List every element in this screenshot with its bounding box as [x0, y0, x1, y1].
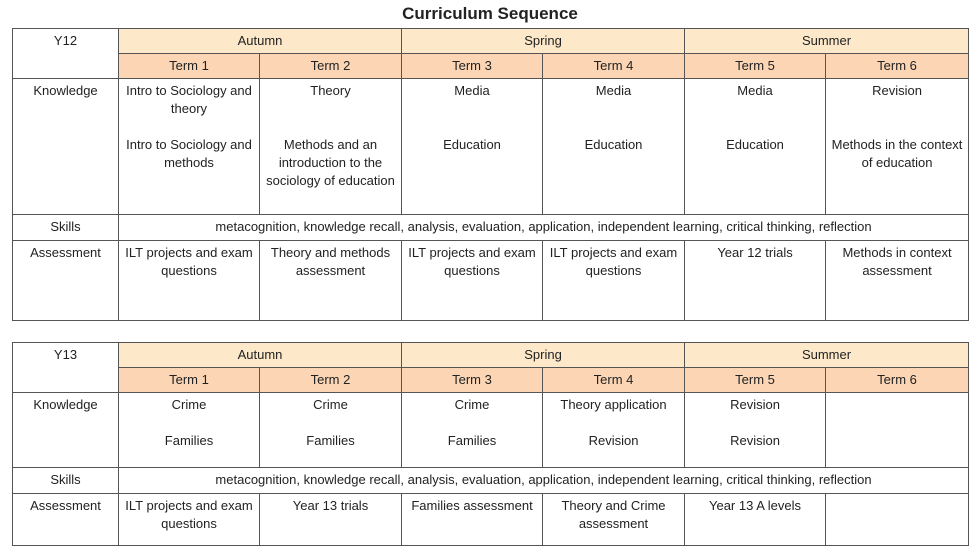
year-label: Y13	[13, 343, 119, 393]
knowledge-cell-term-4	[543, 79, 685, 215]
assessment-cell-term-6: Methods in context assessment	[826, 241, 969, 321]
term-4-header: Term 4	[543, 54, 685, 79]
knowledge-topic-1: Theory application	[560, 397, 667, 412]
season-spring: Spring	[402, 343, 685, 368]
knowledge-row-label: Knowledge	[13, 79, 119, 215]
knowledge-topic-2: Education	[584, 137, 643, 152]
knowledge-cell-term-3	[402, 393, 543, 468]
knowledge-topic-1: Media	[737, 83, 773, 98]
season-summer: Summer	[685, 29, 969, 54]
knowledge-topic-2: Revision	[730, 433, 780, 448]
knowledge-topic-1: Media	[595, 83, 632, 98]
knowledge-topic-2: Families	[164, 433, 214, 448]
term-3-header: Term 3	[402, 54, 543, 79]
assessment-cell-term-2: Theory and methods assessment	[260, 241, 402, 321]
knowledge-cell-term-1	[119, 393, 260, 468]
skills-row-label: Skills	[13, 468, 119, 494]
knowledge-topic-1: Media	[454, 83, 490, 98]
term-3-header: Term 3	[402, 368, 543, 393]
knowledge-cell-term-3	[402, 79, 543, 215]
knowledge-cell-term-2	[260, 79, 402, 215]
knowledge-topic-1: Crime	[454, 397, 490, 412]
assessment-row-label: Assessment	[13, 241, 119, 321]
knowledge-topic-1: Crime	[313, 397, 348, 412]
assessment-row-label: Assessment	[13, 494, 119, 546]
knowledge-topic-1: Intro to Sociology and theory	[126, 83, 252, 116]
knowledge-cell-term-5	[685, 79, 826, 215]
knowledge-topic-1: Crime	[171, 397, 207, 412]
term-5-header: Term 5	[685, 54, 826, 79]
term-1-header: Term 1	[119, 368, 260, 393]
knowledge-topic-2: Intro to Sociology and methods	[126, 137, 252, 170]
term-1-header: Term 1	[119, 54, 260, 79]
knowledge-topic-2: Families	[306, 433, 355, 448]
skills-row-label: Skills	[13, 215, 119, 241]
page-title: Curriculum Sequence	[402, 4, 578, 23]
term-5-header: Term 5	[685, 368, 826, 393]
assessment-cell-term-5: Year 13 A levels	[685, 494, 826, 546]
season-summer: Summer	[685, 343, 969, 368]
knowledge-cell-term-2	[260, 393, 402, 468]
knowledge-topic-2: Methods and an introduction to the sociology of education	[266, 137, 395, 188]
assessment-cell-term-4: Theory and Crime assessment	[543, 494, 685, 546]
assessment-cell-term-6	[826, 494, 969, 546]
assessment-cell-term-4: ILT projects and exam questions	[543, 241, 685, 321]
knowledge-topic-1: Theory	[310, 83, 351, 98]
knowledge-topic-2: Education	[726, 137, 784, 152]
knowledge-topic-2: Education	[443, 137, 501, 152]
season-autumn: Autumn	[119, 29, 402, 54]
assessment-cell-term-1: ILT projects and exam questions	[119, 241, 260, 321]
knowledge-cell-term-1	[119, 79, 260, 215]
knowledge-topic-1: Revision	[730, 397, 780, 412]
term-4-header: Term 4	[543, 368, 685, 393]
assessment-cell-term-3: Families assessment	[402, 494, 543, 546]
knowledge-row-label: Knowledge	[13, 393, 119, 468]
term-2-header: Term 2	[260, 54, 402, 79]
knowledge-topic-2: Methods in the context of education	[831, 137, 963, 170]
year-label: Y12	[13, 29, 119, 79]
skills-text: metacognition, knowledge recall, analysis, evaluation, application, independent learning, critical thinking, reflection	[119, 468, 969, 494]
y12-table	[12, 28, 969, 321]
assessment-cell-term-1: ILT projects and exam questions	[119, 494, 260, 546]
assessment-cell-term-5: Year 12 trials	[685, 241, 826, 321]
knowledge-cell-term-6	[826, 393, 969, 468]
term-2-header: Term 2	[260, 368, 402, 393]
knowledge-topic-1: Revision	[872, 83, 922, 98]
y13-table	[12, 342, 969, 546]
assessment-cell-term-3: ILT projects and exam questions	[402, 241, 543, 321]
season-spring: Spring	[402, 29, 685, 54]
term-6-header: Term 6	[826, 368, 969, 393]
season-autumn: Autumn	[119, 343, 402, 368]
knowledge-topic-2: Families	[447, 433, 497, 448]
assessment-cell-term-2: Year 13 trials	[260, 494, 402, 546]
skills-text: metacognition, knowledge recall, analysis, evaluation, application, independent learning, critical thinking, reflection	[119, 215, 969, 241]
term-6-header: Term 6	[826, 54, 969, 79]
knowledge-cell-term-5	[685, 393, 826, 468]
knowledge-topic-2: Revision	[588, 433, 639, 448]
knowledge-cell-term-4	[543, 393, 685, 468]
knowledge-cell-term-6	[826, 79, 969, 215]
